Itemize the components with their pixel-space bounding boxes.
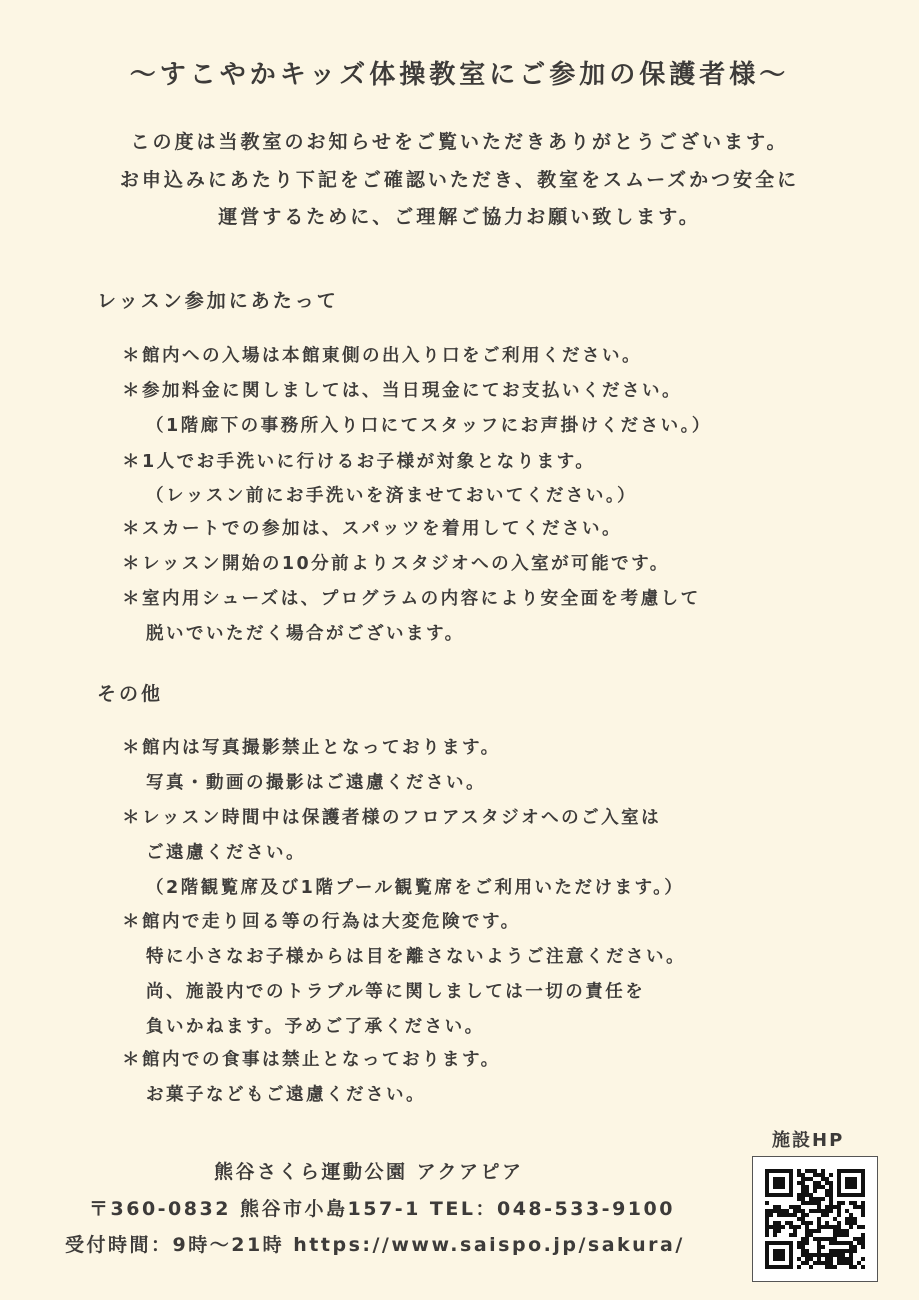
other-item-cont: お菓子などもご遠慮ください。 [146,1085,426,1105]
lesson-item: ＊館内への入場は本館東側の出入り口をご利用ください。 [122,346,642,366]
lesson-item: ＊スカートでの参加は、スパッツを着用してください。 [122,519,622,539]
lesson-item-cont: 脱いでいただく場合がございます。 [146,624,465,644]
lesson-item-note: （レッスン前にお手洗いを済ませておいてください。） [146,486,638,506]
facility-address: 〒360-0832 熊谷市小島157-1 TEL：048-533-9100 [89,1198,675,1220]
other-item-cont: 尚、施設内でのトラブル等に関しましては一切の責任を [146,982,646,1002]
lesson-item: ＊1人でお手洗いに行けるお子様が対象となります。 [122,452,596,472]
lesson-item-note: （1階廊下の事務所入り口にてスタッフにお声掛けください。） [146,416,712,436]
facility-name: 熊谷さくら運動公園 アクアピア [214,1161,524,1183]
intro-line-1: この度は当教室のお知らせをご覧いただきありがとうございます。 [130,131,789,153]
lesson-item: ＊室内用シューズは、プログラムの内容により安全面を考慮して [122,589,701,609]
other-item: ＊館内で走り回る等の行為は大変危険です。 [122,912,521,932]
intro-line-3: 運営するために、ご理解ご協力お願い致します。 [218,206,701,228]
other-item-cont: 負いかねます。予めご了承ください。 [146,1017,485,1037]
qr-label: 施設HP [772,1130,845,1151]
other-item: ＊館内は写真撮影禁止となっております。 [122,738,501,758]
lesson-item: ＊参加料金に関しましては、当日現金にてお支払いください。 [122,381,682,401]
other-item: ＊レッスン時間中は保護者様のフロアスタジオへのご入室は [122,808,662,828]
intro-line-2: お申込みにあたり下記をご確認いただき、教室をスムーズかつ安全に [119,169,800,191]
other-item: ＊館内での食事は禁止となっております。 [122,1050,501,1070]
lesson-item: ＊レッスン開始の10分前よりスタジオへの入室が可能です。 [122,554,670,574]
other-item-cont: ご遠慮ください。 [146,843,306,863]
facility-hours-url: 受付時間：9時〜21時 https://www.saispo.jp/sakura/ [65,1234,685,1256]
lesson-heading: レッスン参加にあたって [97,290,339,312]
other-item-cont: 特に小さなお子様からは目を離さないようご注意ください。 [146,947,686,967]
other-heading: その他 [97,683,164,705]
qr-code-icon [753,1157,877,1281]
other-item-cont: 写真・動画の撮影はご遠慮ください。 [146,773,486,793]
page-title: 〜すこやかキッズ体操教室にご参加の保護者様〜 [129,60,790,90]
qr-code[interactable] [752,1156,878,1282]
other-item-note: （2階観覧席及び1階プール観覧席をご利用いただけます。） [146,878,685,898]
